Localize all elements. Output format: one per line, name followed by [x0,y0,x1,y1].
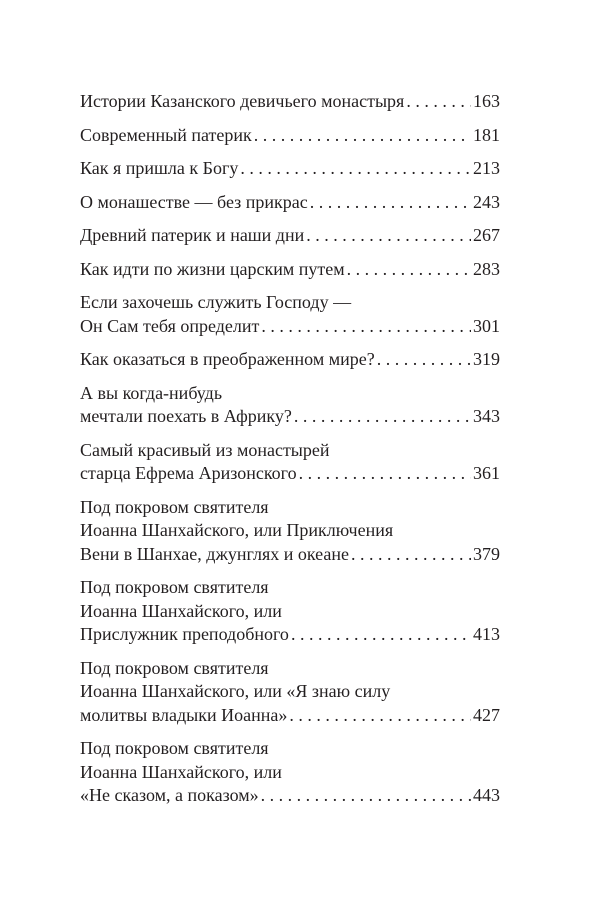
toc-entry [80,439,500,486]
toc-entry-final-line [80,191,500,215]
toc-entry-final-line [80,405,500,429]
toc-entry-final-line [80,124,500,148]
toc-entry-final-line [80,157,500,181]
toc-entry-final-line [80,543,500,567]
dot-leader [406,90,471,114]
toc-entry [80,657,500,728]
toc-entry-final-line [80,704,500,728]
toc-entry-title-line: А вы когда-нибудь [80,382,223,403]
toc-entry-final-line [80,258,500,282]
page-number: 427 [473,704,500,725]
toc-entry-title-line: Иоанна Шанхайского, или [80,600,282,621]
page-number: 243 [473,191,500,212]
toc-entry-title: Прислужник преподобного [80,624,289,644]
table-of-contents [80,90,500,818]
toc-entry-title: Как оказаться в преображенном мире? [80,349,375,369]
page-number: 267 [473,225,500,245]
toc-entry-title: О монашестве — без прикрас [80,191,308,212]
toc-entry-title-line: Под покровом святителя [80,496,269,517]
dot-leader [289,704,471,728]
toc-entry-title-line: Иоанна Шанхайского, или [80,761,282,782]
page-number: 361 [473,463,500,483]
dot-leader [351,543,471,567]
toc-entry-final-line [80,224,500,248]
toc-entry-final-line [80,90,500,114]
page-number: 213 [473,158,500,178]
page-number: 283 [473,258,500,279]
toc-entry-final-line [80,315,500,339]
toc-entry [80,576,500,647]
dot-leader [310,191,471,215]
toc-entry-final-line [80,348,500,372]
toc-entry [80,382,500,429]
toc-entry [80,737,500,808]
toc-entry-title-line: Иоанна Шанхайского, или «Я знаю силу [80,681,391,701]
toc-entry-title-line: Под покровом святителя [80,577,269,597]
page-number: 443 [473,785,500,805]
toc-entry-title: Вени в Шанхае, джунглях и океане [80,543,349,564]
page-number: 413 [473,624,500,644]
toc-entry-title: Он Сам тебя определит [80,315,260,336]
toc-entry [80,348,500,372]
toc-entry [80,224,500,248]
page-number: 343 [473,406,500,426]
toc-entry [80,291,500,338]
toc-entry-title: Древний патерик и наши дни [80,225,305,245]
toc-entry-title: молитвы владыки Иоанна» [80,704,288,725]
toc-entry-title-line: Под покровом святителя [80,738,269,758]
page-number: 163 [473,91,500,111]
toc-entry-final-line [80,784,500,808]
toc-entry-final-line [80,462,500,486]
toc-entry [80,258,500,282]
page-number: 379 [473,543,500,564]
toc-entry-title: старца Ефрема Аризонского [80,463,297,483]
dot-leader [261,784,471,808]
toc-entry-final-line [80,623,500,647]
toc-entry [80,124,500,148]
toc-entry [80,191,500,215]
dot-leader [261,315,471,339]
page-number: 181 [473,124,500,145]
dot-leader [306,224,471,248]
dot-leader [294,405,471,429]
toc-entry [80,90,500,114]
toc-entry-title: мечтали поехать в Африку? [80,406,292,426]
dot-leader [254,124,471,148]
dot-leader [347,258,471,282]
dot-leader [377,348,471,372]
dot-leader [240,157,471,181]
dot-leader [291,623,471,647]
toc-entry-title-line: Самый красивый из монастырей [80,439,330,460]
page-number: 319 [473,349,500,369]
toc-entry-title-line: Иоанна Шанхайского, или Приключения [80,520,394,540]
toc-entry-title-line: Если захочешь служить Господу — [80,292,352,312]
toc-entry-title: Современный патерик [80,124,252,145]
dot-leader [299,462,471,486]
toc-entry [80,157,500,181]
page-number: 301 [473,315,500,336]
toc-entry-title: Как я пришла к Богу [80,158,239,178]
toc-entry-title: Истории Казанского девичьего монастыря [80,91,405,111]
toc-entry-title: Как идти по жизни царским путем [80,258,345,279]
toc-entry-title: «Не сказом, а показом» [80,785,259,805]
toc-entry [80,496,500,567]
toc-entry-title-line: Под покровом святителя [80,657,269,678]
